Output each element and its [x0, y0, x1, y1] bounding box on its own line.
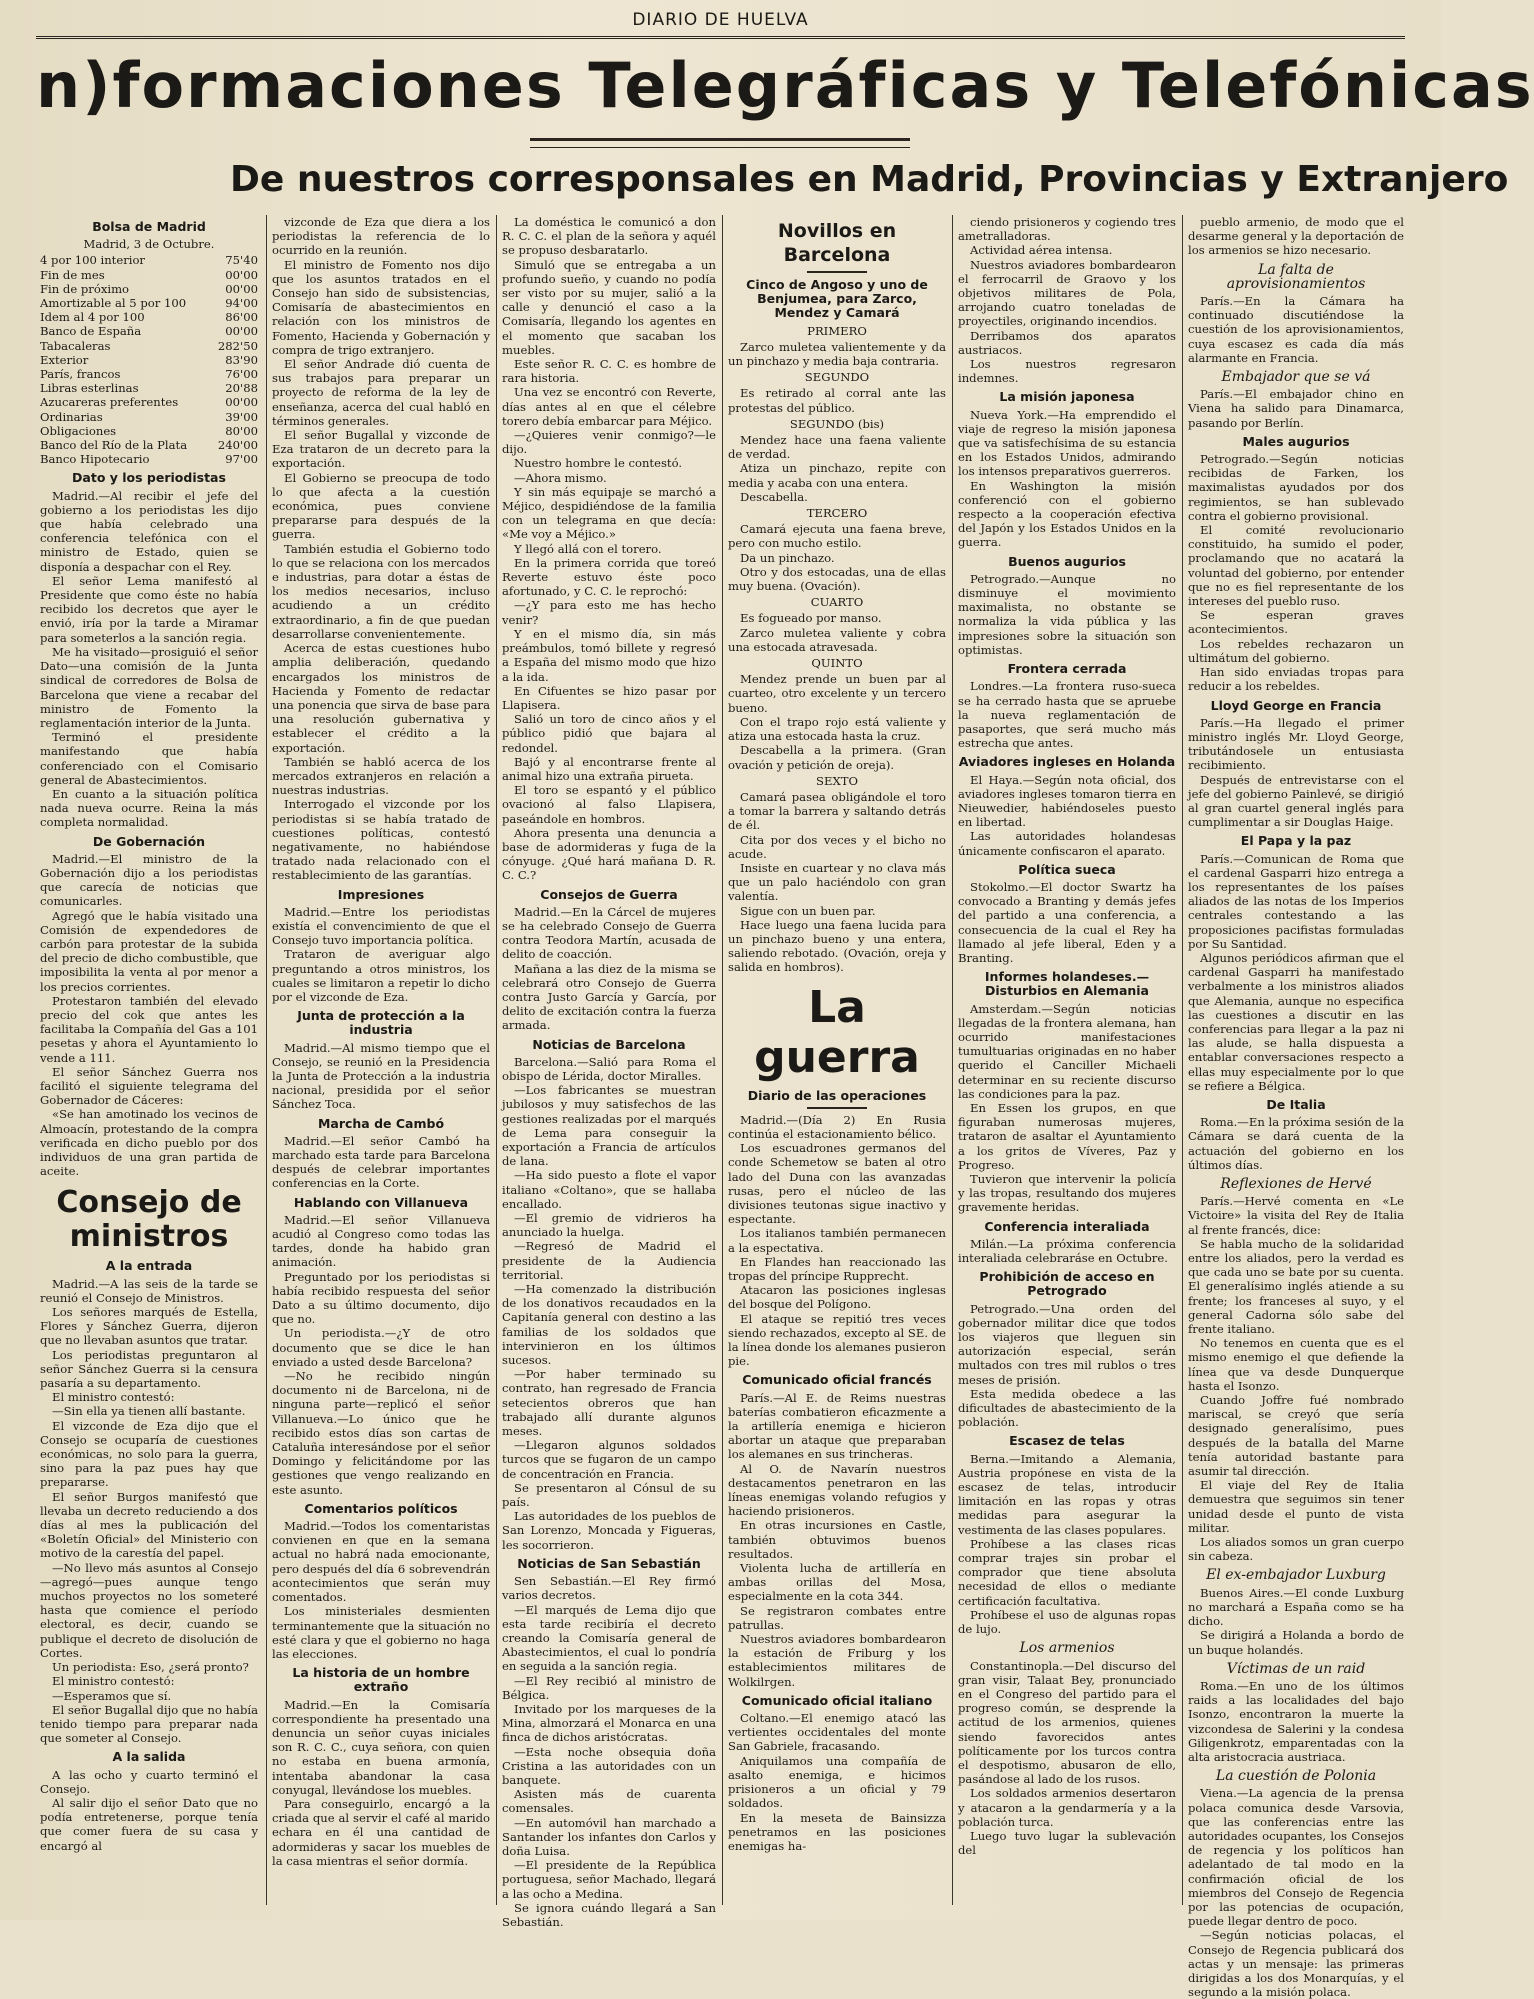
paragraph: Han sido enviadas tropas para reducir a los rebeldes. — [1188, 665, 1404, 694]
section-heading: Los armenios — [1019, 1640, 1115, 1657]
paragraph: Madrid.—El ministro de la Gobernación dijo a los periodistas que carecía de noticias que comunicarles. — [40, 851, 258, 909]
stock-value: 97'00 — [225, 452, 258, 467]
paragraph: Otro y dos estocadas, una de ellas muy buena. (Ovación). — [728, 564, 946, 594]
paragraph: Amsterdam.—Según noticias llegadas de la frontera alemana, han ocurrido manifestaciones tumultuarias originadas en no haber querido el Canciller Michaeli determinar en su reciente discurso las condiciones para la paz. — [958, 1001, 1176, 1101]
paragraph: Madrid.—Entre los periodistas existía el convencimiento de que el Consejo tuvo importancia política. — [272, 904, 490, 948]
paragraph: Agregó que le había visitado una Comisión de expendedores de carbón para protestar de la subida del precio de dicho combustible, que imposibilita la venta al por menor a los precios corrientes. — [40, 908, 258, 994]
section-heading: Comentarios políticos — [304, 1500, 458, 1516]
column-2 — [272, 215, 490, 1905]
paragraph: —Regresó de Madrid el presidente de la Audiencia territorial. — [502, 1239, 716, 1282]
stock-table — [40, 253, 258, 466]
paragraph: Zarco muletea valiente y cobra una estocada atravesada. — [728, 625, 946, 654]
subheading: PRIMERO — [807, 323, 867, 338]
paragraph: Los ministeriales desmienten terminantemente que la situación no esté clara y que el gobierno no haga las elecciones. — [272, 1604, 490, 1661]
paragraph: Derribamos dos aparatos austriacos. — [958, 328, 1176, 357]
section-heading: Junta de protección a la industria — [297, 1008, 465, 1038]
paragraph: Petrogrado.—Según noticias recibidas de Farken, los maximalistas ayudados por dos regimientos, se han sublevado contra el gobierno provisional. — [1188, 452, 1404, 523]
paragraph: Roma.—En uno de los últimos raids a las localidades del bajo Isonzo, encontraron la muerte la vizcondesa de Salerini y la condesa Giligenkrotz, emparentadas con la alta aristocracia austriaca. — [1188, 1678, 1404, 1764]
section-heading: Víctimas de un raid — [1226, 1660, 1366, 1677]
paragraph: El ministro de Fomento nos dijo que los asuntos tratados en el Consejo han sido de subsistencias, Comisaría de abastecimientos en relación con los ministros de Fomento, Hacienda y Gobernación y compra de trigo extranjero. — [272, 257, 490, 357]
stock-row — [40, 438, 258, 452]
section-heading: Impresiones — [337, 886, 425, 902]
paragraph: Prohíbese el uso de algunas ropas de lujo. — [958, 1607, 1176, 1637]
paragraph: Es retirado al corral ante las protestas del público. — [728, 386, 946, 415]
paragraph: —Según noticias polacas, el Consejo de Regencia publicará dos actas y un mensaje: las primeras dirigidas a los dos Monarquías, y el segundo a la misión polaca. — [1188, 1928, 1404, 1999]
paragraph: Petrogrado.—Una orden del gobernador militar dice que todos los viajeros que lleguen sin autorización especial, serán multados con tres mil rublos o tres meses de prisión. — [958, 1301, 1176, 1387]
paragraph: Madrid.—(Día 2) En Rusia continúa el estacionamiento bélico. — [728, 1112, 946, 1141]
paragraph: —No llevo más asuntos al Consejo—agregó—pues aunque tengo muchos proyectos no los someteré hasta que comience el período electoral, es decir, cuando se publique el decreto de disolución de Cortes. — [40, 1560, 258, 1660]
paragraph: No tenemos en cuenta que es el mismo enemigo el que defiende la línea que va desde Dunquerque hasta el Isonzo. — [1188, 1336, 1404, 1393]
subheading: TERCERO — [806, 506, 868, 521]
stock-value: 39'00 — [225, 409, 258, 424]
paragraph: París.—Ha llegado el primer ministro inglés Mr. Lloyd George, tributándosele un entusiasta recibimiento. — [1188, 715, 1404, 773]
section-heading: A la salida — [112, 1749, 186, 1765]
paragraph: Mendez prende un buen par al cuarteo, otro excelente y un tercero bueno. — [728, 672, 946, 715]
column-5 — [958, 215, 1176, 1905]
paragraph: Roma.—En la próxima sesión de la Cámara se dará cuenta de la actuación del gobierno en los últimos días. — [1188, 1115, 1404, 1172]
paragraph: En Essen los grupos, en que figuraban numerosas mujeres, trataron de asaltar el Ayuntamiento a los gritos de Víveres, Paz y Progreso. — [958, 1100, 1176, 1172]
section-heading: Buenos augurios — [1008, 553, 1126, 569]
paragraph: —El presidente de la República portuguesa, señor Machado, llegará a las ocho a Medina. — [502, 1858, 716, 1901]
column-divider — [1182, 215, 1183, 1905]
stock-row — [40, 452, 258, 466]
stock-row — [40, 424, 258, 438]
paragraph: Los nuestros regresaron indemnes. — [958, 357, 1176, 386]
paragraph: Este señor R. C. C. es hombre de rara historia. — [502, 357, 716, 386]
paragraph: Tuvieron que intervenir la policía y las tropas, resultando dos mujeres gravemente heridas. — [958, 1172, 1176, 1215]
section-heading: La historia de un hombre extraño — [292, 1665, 470, 1695]
stock-value: 20'88 — [225, 381, 258, 396]
paragraph: Madrid.—En la Comisaría correspondiente ha presentado una denuncia un señor cuyas iniciales son R. C. C., cuya señora, con quien no estaba en buena armonía, intentaba abandonar la casa conyugal, llevándose los muebles. — [272, 1697, 490, 1797]
column-1 — [40, 215, 258, 1905]
paragraph: —Esta noche obsequia doña Cristina a las autoridades con un banquete. — [502, 1744, 716, 1787]
bolsa-date: Madrid, 3 de Octubre. — [83, 237, 215, 252]
paragraph: París.—En la Cámara ha continuado discutiéndose la cuestión de los aprovisionamientos, cuya escasez es cada día más alarmante en Francia. — [1188, 294, 1404, 365]
sub-headline: De nuestros corresponsales en Madrid, Provincias y Extranjero — [230, 159, 1509, 200]
paragraph: Madrid.—Todos los comentaristas convienen en que en la semana actual no habrá nada emocionante, pero después del día 6 sobrevendrán acontecimientos que serán muy comentados. — [272, 1519, 490, 1605]
stock-row — [40, 282, 258, 296]
section-heading: Marcha de Cambó — [317, 1115, 445, 1131]
section-heading: Hablando con Villanueva — [293, 1194, 469, 1210]
paragraph: vizconde de Eza que diera a los periodistas la referencia de lo ocurrido en la reunión. — [272, 215, 490, 258]
section-heading: De Italia — [1266, 1096, 1326, 1112]
ornament-rule — [807, 1107, 867, 1109]
paragraph: Atiza un pinchazo, repite con media y acaba con una entera. — [728, 461, 946, 490]
stock-row — [40, 395, 258, 409]
paragraph: Simuló que se entregaba a un profundo sueño, y cuando no podía ser visto por su mujer, salió a la calle y denunció el caso a la Comisaría, llegando los agentes en el momento que sacaban los muebles. — [502, 257, 716, 357]
section-heading: Consejos de Guerra — [540, 886, 678, 902]
paragraph: —¿Quieres venir conmigo?—le dijo. — [502, 428, 716, 457]
paragraph: —Ha sido puesto a flote el vapor italiano «Coltano», que se hallaba encallado. — [502, 1168, 716, 1211]
section-heading: Lloyd George en Francia — [1210, 697, 1382, 713]
paragraph: A las ocho y cuarto terminó el Consejo. — [40, 1767, 258, 1796]
paragraph: El Haya.—Según nota oficial, dos aviadores ingleses tomaron tierra en Nieuwedier, habiéndoseles puesto en libertad. — [958, 772, 1176, 830]
stock-label: Banco Hipotecario — [40, 452, 150, 467]
paragraph: Bajó y al encontrarse frente al animal hizo una extraña pirueta. — [502, 754, 716, 783]
stock-value: 76'00 — [225, 367, 258, 382]
stock-label: Amortizable al 5 por 100 — [40, 296, 187, 311]
paragraph: Nuestros aviadores bombardearon el ferrocarril de Graovo y los objetivos militares de Pola, arrojando cuatro toneladas de proyectiles, originando incendios. — [958, 257, 1176, 329]
paragraph: Stokolmo.—El doctor Swartz ha convocado a Branting y demás jefes del partido a una conferencia, a consecuencia de la cual el Rey ha llamado al jefe liberal, Eden y a Branting. — [958, 879, 1176, 965]
paragraph: En la meseta de Bainsizza penetramos en las posiciones enemigas ha- — [728, 1810, 946, 1853]
paragraph: pueblo armenio, de modo que el desarme general y la deportación de los armenios se hizo necesario. — [1188, 215, 1404, 258]
stock-label: Azucareras preferentes — [40, 395, 179, 410]
paragraph: Descabella a la primera. (Gran ovación y petición de oreja). — [728, 743, 946, 772]
stock-value: 00'00 — [225, 395, 258, 410]
section-heading: Comunicado oficial francés — [742, 1372, 932, 1388]
section-heading: Prohibición de acceso en Petrogrado — [979, 1269, 1155, 1299]
paragraph: El comité revolucionario constituido, ha sumido el poder, proclamando que no acatará la voluntad del gobierno, por entender que no es fiel representante de los intereses del pueblo ruso. — [1188, 523, 1404, 609]
section-heading: El Papa y la paz — [1240, 833, 1352, 849]
paragraph: Me ha visitado—prosiguió el señor Dato—una comisión de la Junta sindical de corredores de Bolsa de Barcelona que viene a recabar del ministro de Fomento la reglamentación interior de la Junta. — [40, 644, 258, 730]
stock-value: 00'00 — [225, 267, 258, 282]
paragraph: París.—El embajador chino en Viena ha salido para Dinamarca, pasando por Berlín. — [1188, 387, 1404, 430]
paragraph: Al O. de Navarín nuestros destacamentos penetraron en las líneas enemigas volando refugios y haciendo prisioneros. — [728, 1461, 946, 1519]
paragraph: El señor Sánchez Guerra nos facilitó el siguiente telegrama del Gobernador de Cáceres: — [40, 1064, 258, 1108]
paragraph: El señor Andrade dió cuenta de sus trabajos para preparar un proyecto de reforma de la ley de enseñanza, acerca del cual habló en términos generales. — [272, 357, 490, 428]
paragraph: «Se han amotinado los vecinos de Almoacín, protestando de la compra verificada en dicho pueblo por dos individuos de una gran partida de aceite. — [40, 1107, 258, 1179]
paragraph: Hace luego una faena lucida para un pinchazo bueno y una entera, saliendo rebotado. (Ovación, oreja y salida en hombros). — [728, 917, 946, 975]
subheading: SEGUNDO (bis) — [789, 416, 885, 431]
paragraph: Cuando Joffre fué nombrado mariscal, se creyó que sería designado generalísimo, pues después de la batalla del Marne tenía autoridad bastante para asumir tal dirección. — [1188, 1393, 1404, 1479]
paragraph: Coltano.—El enemigo atacó las vertientes occidentales del monte San Gabriele, fracasando. — [728, 1711, 946, 1754]
paragraph: Madrid.—Al mismo tiempo que el Consejo, se reunió en la Presidencia la Junta de Protección a la industria nacional, presidida por el señor Sánchez Toca. — [272, 1040, 490, 1112]
paragraph: Terminó el presidente manifestando que había conferenciado con el Comisario general de Abastecimientos. — [40, 730, 258, 787]
stock-label: Obligaciones — [40, 423, 117, 438]
paragraph: Madrid.—Al recibir el jefe del gobierno a los periodistas les dijo que había celebrado una conferencia telefónica con el ministro de Estado, quien se disponía a despachar con el Rey. — [40, 488, 258, 574]
paragraph: Preguntado por los periodistas si había recibido respuesta del señor Dato a su último documento, dijo que no. — [272, 1269, 490, 1327]
ornament-rule — [530, 138, 910, 148]
section-heading: A la entrada — [105, 1258, 193, 1274]
paragraph: Cita por dos veces y el bicho no acude. — [728, 832, 946, 861]
stock-row — [40, 253, 258, 267]
stock-value: 83'90 — [225, 352, 258, 367]
paragraph: Algunos periódicos afirman que el cardenal Gasparri ha manifestado verbalmente a los ministros aliados que Alemania, aunque no especifica las cuestiones a discutir en las conferencias para llegar a la paz ni las alude, se halla dispuesta a entablar conversaciones respecto a ellas muy especialmente por lo que se refiere a Bélgica. — [1188, 950, 1404, 1093]
stock-value: 240'00 — [217, 438, 258, 453]
masthead-title: DIARIO DE HUELVA — [632, 10, 809, 30]
stock-row — [40, 268, 258, 282]
section-heading: El ex-embajador Luxburg — [1206, 1567, 1386, 1584]
paragraph: Luego tuvo lugar la sublevación del — [958, 1828, 1176, 1858]
stock-label: París, francos — [40, 367, 121, 382]
paragraph: París.—Al E. de Reims nuestras baterías combatieron eficazmente a la artillería enemiga e hicieron abortar un ataque que preparaban los alemanes en sus trincheras. — [728, 1390, 946, 1462]
stock-value: 282'50 — [217, 338, 258, 353]
column-divider — [722, 215, 723, 1905]
section-heading: La cuestión de Polonia — [1215, 1768, 1377, 1785]
column-6 — [1188, 215, 1404, 1999]
paragraph: Para conseguirlo, encargó a la criada que al servir el café al marido echara en él una cantidad de adormideras y sacar los muebles de la casa mientras el señor dormía. — [272, 1796, 490, 1868]
stock-value: 00'00 — [225, 324, 258, 339]
column-4 — [728, 215, 946, 1905]
paragraph: Mendez hace una faena valiente de verdad. — [728, 433, 946, 462]
stock-row — [40, 310, 258, 324]
bolsa-heading: Bolsa de Madrid — [92, 219, 206, 234]
paragraph: Petrogrado.—Aunque no disminuye el movimiento maximalista, no obstante se normaliza la vida pública y las impresiones sobre la situación son optimistas. — [958, 571, 1176, 657]
paragraph: El toro se espantó y el público ovacionó al falso Llapisera, paseándole en hombros. — [502, 783, 716, 826]
paragraph: El señor Burgos manifestó que llevaba un decreto reduciendo a dos días al mes la publicación del «Boletín Oficial» del Ministerio con motivo de la carestía del papel. — [40, 1489, 258, 1561]
paragraph: Y en el mismo día, sin más preámbulos, tomó billete y regresó a España del mismo modo que hizo a la ida. — [502, 626, 716, 684]
section-headline: La guerra — [754, 981, 920, 1083]
paragraph: También se habló acerca de los mercados extranjeros en relación a nuestras industrias. — [272, 754, 490, 798]
paragraph: Madrid.—El señor Cambó ha marchado esta tarde para Barcelona después de celebrar importantes conferencias en la Corte. — [272, 1133, 490, 1191]
paragraph: ciendo prisioneros y cogiendo tres ametralladoras. — [958, 215, 1176, 244]
section-heading: Política sueca — [1018, 861, 1116, 877]
stock-label: Libras esterlinas — [40, 381, 139, 396]
section-heading: Diario de las operaciones — [747, 1087, 927, 1103]
paragraph: París.—Hervé comenta en «Le Victoire» la visita del Rey de Italia al frente francés, dice: — [1188, 1194, 1404, 1237]
paragraph: Después de entrevistarse con el jefe del gobierno Painlevé, se dirigió al gran cuartel general inglés para cumplimentar a sir Douglas Haige. — [1188, 772, 1404, 830]
paragraph: Al salir dijo el señor Dato que no podía entretenerse, porque tenía que comer fuera de su casa y encargó al — [40, 1795, 258, 1853]
paragraph: Barcelona.—Salió para Roma el obispo de Lérida, doctor Miralles. — [502, 1054, 716, 1083]
paragraph: Se presentaron al Cónsul de su país. — [502, 1480, 716, 1510]
paragraph: Buenos Aires.—El conde Luxburg no marchará a España como se ha dicho. — [1188, 1585, 1404, 1629]
paragraph: Zarco muletea valientemente y da un pinchazo y media baja contraria. — [728, 339, 946, 369]
stock-label: Fin de próximo — [40, 281, 130, 296]
section-heading: Reflexiones de Hervé — [1220, 1176, 1372, 1192]
paragraph: —El marqués de Lema dijo que esta tarde recibiría el decreto creando la Comisaría general de Abastecimientos, el cual lo pondría en seguida a la sanción regia. — [502, 1602, 716, 1674]
paragraph: Trataron de averiguar algo preguntando a otros ministros, los cuales se limitaron a repetir lo dicho por el vizconde de Eza. — [272, 947, 490, 1004]
stock-label: Banco del Río de la Plata — [40, 438, 188, 453]
paragraph: El señor Bugallal y vizconde de Eza trataron de un decreto para la exportación. — [272, 428, 490, 471]
paragraph: El vizconde de Eza dijo que el Consejo se ocuparía de cuestiones económicas, no solo para la guerra, sino para la paz pues hay que prepararse. — [40, 1418, 258, 1490]
paragraph: —Esperamos que sí. — [52, 1688, 172, 1703]
paragraph: Descabella. — [740, 489, 808, 504]
paragraph: Los aliados somos un gran cuerpo sin cabeza. — [1188, 1535, 1404, 1564]
stock-row — [40, 367, 258, 381]
section-heading: Conferencia interaliada — [984, 1218, 1150, 1234]
paragraph: Milán.—La próxima conferencia interaliada celebraráse en Octubre. — [958, 1236, 1176, 1266]
stock-label: Tabacaleras — [40, 338, 111, 353]
section-heading: Noticias de Barcelona — [532, 1036, 686, 1052]
paragraph: —El Rey recibió al ministro de Bélgica. — [502, 1673, 716, 1702]
paragraph: Viena.—La agencia de la prensa polaca comunica desde Varsovia, que las conferencias entre las autoridades ocupantes, los Consejos de regencia y los políticos han adelantado de tal modo en la confirmación oficial de los miembros del Consejo de Regencia por las potencias de ocupación, puede llegar dentro de poco. — [1188, 1786, 1404, 1929]
paragraph: Da un pinchazo. — [740, 550, 835, 565]
paragraph: Aniquilamos una compañía de asalto enemiga, e hicimos prisioneros a un oficial y 79 soldados. — [728, 1753, 946, 1811]
stock-label: Exterior — [40, 352, 89, 367]
section-heading: Cinco de Angoso y uno de Benjumea, para Zarco, Mendez y Camará — [746, 277, 928, 321]
paragraph: Sigue con un buen par. — [740, 903, 876, 918]
paragraph: Esta medida obedece a las dificultades de abastecimiento de la población. — [958, 1386, 1176, 1430]
paragraph: Invitado por los marqueses de la Mina, almorzará el Monarca en una finca de dichos aristócratas. — [502, 1701, 716, 1745]
column-3 — [502, 215, 716, 1929]
section-headline: Novillos en Barcelona — [777, 220, 897, 266]
paragraph: Asisten más de cuarenta comensales. — [502, 1787, 716, 1816]
paragraph: —Llegaron algunos soldados turcos que se fugaron de un campo de concentración en Francia. — [502, 1438, 716, 1481]
paragraph: El ministro contestó: — [52, 1390, 175, 1405]
subheading: SEXTO — [816, 773, 858, 788]
paragraph: Y sin más equipaje se marchó a Méjico, despidiéndose de la familia con un telegrama en que decía: «Me voy a Méjico.» — [502, 484, 716, 542]
paragraph: —Los fabricantes se muestran jubilosos y muy satisfechos de las gestiones realizadas por el marqués de Lema para conseguir la exportación a Francia de artículos de lana. — [502, 1083, 716, 1169]
paragraph: Se dirigirá a Holanda a bordo de un buque holandés. — [1188, 1628, 1404, 1657]
column-divider — [496, 215, 497, 1905]
paragraph: Es fogueado por manso. — [740, 611, 882, 626]
paragraph: —Ha comenzado la distribución de los donativos recaudados en la Capitanía general con destino a las familias de los soldados que intervinieron en los últimos sucesos. — [502, 1282, 716, 1368]
paragraph: Nuestros aviadores bombardearon la estación de Friburg y los establecimientos militares de Wolkilrgen. — [728, 1632, 946, 1689]
paragraph: Madrid.—A las seis de la tarde se reunió el Consejo de Ministros. — [40, 1276, 258, 1305]
column-divider — [266, 215, 267, 1905]
paragraph: El señor Bugallal dijo que no había tenido tiempo para preparar nada que someter al Consejo. — [40, 1702, 258, 1746]
section-heading: Escasez de telas — [1009, 1433, 1125, 1449]
paragraph: Los señores marqués de Estella, Flores y Sánchez Guerra, dijeron que no llevaban asuntos que tratar. — [40, 1305, 258, 1348]
paragraph: Mañana a las diez de la misma se celebrará otro Consejo de Guerra contra Justo García y García, por delito de excitación contra la fuerza armada. — [502, 961, 716, 1033]
paragraph: Camará ejecuta una faena breve, pero con mucho estilo. — [728, 522, 946, 551]
paragraph: París.—Comunican de Roma que el cardenal Gasparri hizo entrega a los representantes de los países aliados de las notas de los Imperios centrales contestando a las proposiciones pacifistas formuladas por Su Santidad. — [1188, 851, 1404, 951]
stock-label: Idem al 4 por 100 — [40, 310, 145, 325]
stock-value: 86'00 — [225, 310, 258, 325]
stock-row — [40, 324, 258, 338]
paragraph: Constantinopla.—Del discurso del gran visir, Talaat Bey, pronunciado en el Congreso del partido para el progreso común, se desprende la actitud de los armenios, quienes siendo favorecidos antes políticamente por los turcos contra el despotismo, abusaron de ello, pasándose al lado de los rusos. — [958, 1658, 1176, 1787]
section-heading: Comunicado oficial italiano — [741, 1692, 933, 1708]
paragraph: Se habla mucho de la solidaridad entre los aliados, pero la verdad es que cada uno se bate por su cuenta. El generalísimo inglés atiende a su frente; los franceses al suyo, y el general Cadorna sólo sabe del frente italiano. — [1188, 1236, 1404, 1337]
paragraph: —En automóvil han marchado a Santander los infantes don Carlos y doña Luisa. — [502, 1815, 716, 1858]
paragraph: Violenta lucha de artillería en ambas orillas del Mosa, especialmente en la cota 344. — [728, 1561, 946, 1604]
paragraph: Se ignora cuándo llegará a San Sebastián. — [502, 1900, 716, 1929]
paragraph: Los rebeldes rechazaron un ultimátum del gobierno. — [1188, 636, 1404, 665]
paragraph: Y llegó allá con el torero. — [514, 541, 662, 556]
section-heading: Informes holandeses.—Disturbios en Alemania — [984, 969, 1150, 999]
stock-row — [40, 296, 258, 310]
paragraph: —Por haber terminado su contrato, han regresado de Francia setecientos obreros que han trabajado allí durante algunos meses. — [502, 1367, 716, 1439]
paragraph: Un periodista: Eso, ¿será pronto? — [52, 1660, 249, 1675]
paragraph: El viaje del Rey de Italia demuestra que seguimos sin tener unidad desde el punto de vista militar. — [1188, 1478, 1404, 1535]
stock-label: Fin de mes — [40, 267, 105, 282]
paragraph: —¿Y para esto me has hecho venir? — [502, 598, 716, 627]
banner-headline: n)formaciones Telegráficas y Telefónicas — [36, 49, 1534, 122]
stock-label: 4 por 100 interior — [40, 253, 145, 268]
paragraph: Camará pasea obligándole el toro a tomar la barrera y saltando detrás de él. — [728, 789, 946, 833]
paragraph: También estudia el Gobierno todo lo que se relaciona con los mercados e industrias, para dotar a éstas de los medios necesarios, incluso acudiendo a un crédito extraordinario, a fin de que puedan desarrollarse convenientemente. — [272, 541, 490, 641]
stock-value: 80'00 — [225, 423, 258, 438]
paragraph: Las autoridades holandesas únicamente confiscaron el aparato. — [958, 829, 1176, 858]
section-heading: Frontera cerrada — [1007, 661, 1127, 677]
paragraph: Los italianos también permanecen a la espectativa. — [728, 1226, 946, 1255]
paragraph: El Gobierno se preocupa de todo lo que afecta a la cuestión económica, pues conviene prepararse para después de la guerra. — [272, 470, 490, 542]
stock-row — [40, 339, 258, 353]
stock-label: Ordinarias — [40, 409, 103, 424]
paragraph: —El gremio de vidrieros ha anunciado la huelga. — [502, 1211, 716, 1240]
section-heading: Noticias de San Sebastián — [517, 1555, 701, 1571]
paragraph: Actividad aérea intensa. — [970, 243, 1113, 258]
stock-value: 94'00 — [225, 296, 258, 311]
stock-value: 75'40 — [225, 253, 258, 268]
subheading: QUINTO — [811, 656, 863, 671]
paragraph: Madrid.—El señor Villanueva acudió al Congreso como todas las tardes, donde ha habido gran animación. — [272, 1212, 490, 1270]
paragraph: Nueva York.—Ha emprendido el viaje de regreso la misión japonesa que va satisfechísima de su estancia en los Estados Unidos, admirando los intensos preparativos guerreros. — [958, 407, 1176, 479]
section-headline: Consejo de ministros — [56, 1185, 242, 1255]
paragraph: Un periodista.—¿Y de otro documento que se dice le han enviado a usted desde Barcelona? — [272, 1326, 490, 1369]
paragraph: En otras incursiones en Castle, también obtuvimos buenos resultados. — [728, 1518, 946, 1561]
section-heading: Males augurios — [1242, 433, 1350, 449]
stock-row — [40, 353, 258, 367]
paragraph: La doméstica le comunicó a don R. C. C. el plan de la señora y aquél se propuso desbaratarlo. — [502, 215, 716, 258]
paragraph: Protestaron también del elevado precio del cok que antes les facilitaba la Compañía del Gas a 101 pesetas y ahora el Ayuntamiento lo vende a 111. — [40, 993, 258, 1065]
section-heading: La falta de aprovisionamientos — [1226, 261, 1366, 292]
stock-row — [40, 410, 258, 424]
stock-label: Banco de España — [40, 324, 142, 339]
paragraph: El ministro contestó: — [52, 1674, 175, 1689]
paragraph: En Flandes han reaccionado las tropas del príncipe Rupprecht. — [728, 1254, 946, 1283]
paragraph: El ataque se repitió tres veces siendo rechazados, excepto al SE. de la línea donde los alemanes pusieron pie. — [728, 1311, 946, 1369]
paragraph: Los soldados armenios desertaron y atacaron a la gendarmería y a la población turca. — [958, 1786, 1176, 1829]
paragraph: —Sin ella ya tienen allí bastante. — [52, 1404, 246, 1419]
masthead — [36, 6, 1405, 39]
paragraph: —Ahora mismo. — [514, 470, 607, 485]
paragraph: Salió un toro de cinco años y el público pidió que bajara al redondel. — [502, 712, 716, 755]
paragraph: Prohíbese a las clases ricas comprar trajes sin probar el comprador que tiene absoluta necesidad de ellos o mediante certificación facultativa. — [958, 1536, 1176, 1608]
ornament-rule — [807, 271, 867, 273]
paragraph: En Cifuentes se hizo pasar por Llapisera. — [502, 683, 716, 712]
paragraph: Interrogado el vizconde por los periodistas si se había tratado de cuestiones políticas, contestó negativamente, no habiéndose tratado nada relacionado con el restablecimiento de las garantías. — [272, 797, 490, 883]
paragraph: En Washington la misión conferenció con el gobierno respecto a la cooperación efectiva del Japón y los Estados Unidos en la guerra. — [958, 478, 1176, 550]
paragraph: Se esperan graves acontecimientos. — [1188, 608, 1404, 637]
section-heading: La misión japonesa — [999, 389, 1135, 405]
paragraph: Una vez se encontró con Reverte, días antes al en que el célebre torero debía embarcar para Méjico. — [502, 385, 716, 428]
paragraph: Nuestro hombre le contestó. — [514, 456, 683, 471]
paragraph: Los escuadrones germanos del conde Schemetow se baten al otro lado del Duna con las avanzadas rusas, pero el núcleo de las divisiones teutonas sigue inactivo y espectante. — [728, 1141, 946, 1227]
paragraph: Acerca de estas cuestiones hubo amplia deliberación, quedando encargados los ministros de Hacienda y Fomento de redactar una ponencia que sirva de base para una resolución gubernativa y establecer el crédito a la exportación. — [272, 641, 490, 755]
paragraph: En cuanto a la situación política nada nueva ocurre. Reina la más completa normalidad. — [40, 786, 258, 830]
section-heading: Dato y los periodistas — [72, 470, 226, 486]
section-heading: Aviadores ingleses en Holanda — [958, 754, 1176, 770]
paragraph: Berna.—Imitando a Alemania, Austria propónese en vista de la escasez de telas, introducir limitación en las ropas y otras medidas para asegurar la vestimenta de las clases populares. — [958, 1451, 1176, 1537]
paragraph: Insiste en cuartear y no clava más que un palo haciéndolo con gran valentía. — [728, 860, 946, 904]
paragraph: En la primera corrida que toreó Reverte estuvo éste poco afortunado, y C. C. le reprochó: — [502, 555, 716, 599]
stock-row — [40, 381, 258, 395]
stock-value: 00'00 — [225, 281, 258, 296]
section-heading: Embajador que se vá — [1221, 369, 1371, 386]
paragraph: Los periodistas preguntaron al señor Sánchez Guerra si la censura pasaría a su departamento. — [40, 1347, 258, 1391]
paragraph: Las autoridades de los pueblos de San Lorenzo, Moncada y Figueras, les socorrieron. — [502, 1509, 716, 1552]
subheading: SEGUNDO — [804, 370, 870, 385]
paragraph: Sen Sebastián.—El Rey firmó varios decretos. — [502, 1574, 716, 1603]
paragraph: —No he recibido ningún documento ni de Barcelona, ni de ninguna parte—replicó el señor Villanueva.—Lo único que he recibido estos días son cartas de Cataluña interesándose por el señor Domingo y felicitándome por las gestiones que vengo realizando en este asunto. — [272, 1369, 490, 1497]
paragraph: Atacaron las posiciones inglesas del bosque del Polígono. — [728, 1283, 946, 1312]
paragraph: Londres.—La frontera ruso-sueca se ha cerrado hasta que se apruebe la nueva reglamentación de pasaportes, que será mucho más estrecha que antes. — [958, 679, 1176, 751]
paragraph: El señor Lema manifestó al Presidente que como éste no había recibido los decretos que ayer le envió, iría por la tarde a Miramar para someterlos a la sanción regia. — [40, 573, 258, 645]
paragraph: Madrid.—En la Cárcel de mujeres se ha celebrado Consejo de Guerra contra Teodora Martín, acusada de delito de coacción. — [502, 904, 716, 962]
section-heading: De Gobernación — [92, 833, 206, 849]
paragraph: Ahora presenta una denuncia a base de adormideras y fuga de la cónyuge. ¿Qué hará mañana D. R. C. C.? — [502, 825, 716, 883]
column-divider — [952, 215, 953, 1905]
paragraph: Con el trapo rojo está valiente y atiza una estocada hasta la cruz. — [728, 714, 946, 744]
subheading: CUARTO — [810, 595, 864, 610]
paragraph: Se registraron combates entre patrullas. — [728, 1603, 946, 1632]
